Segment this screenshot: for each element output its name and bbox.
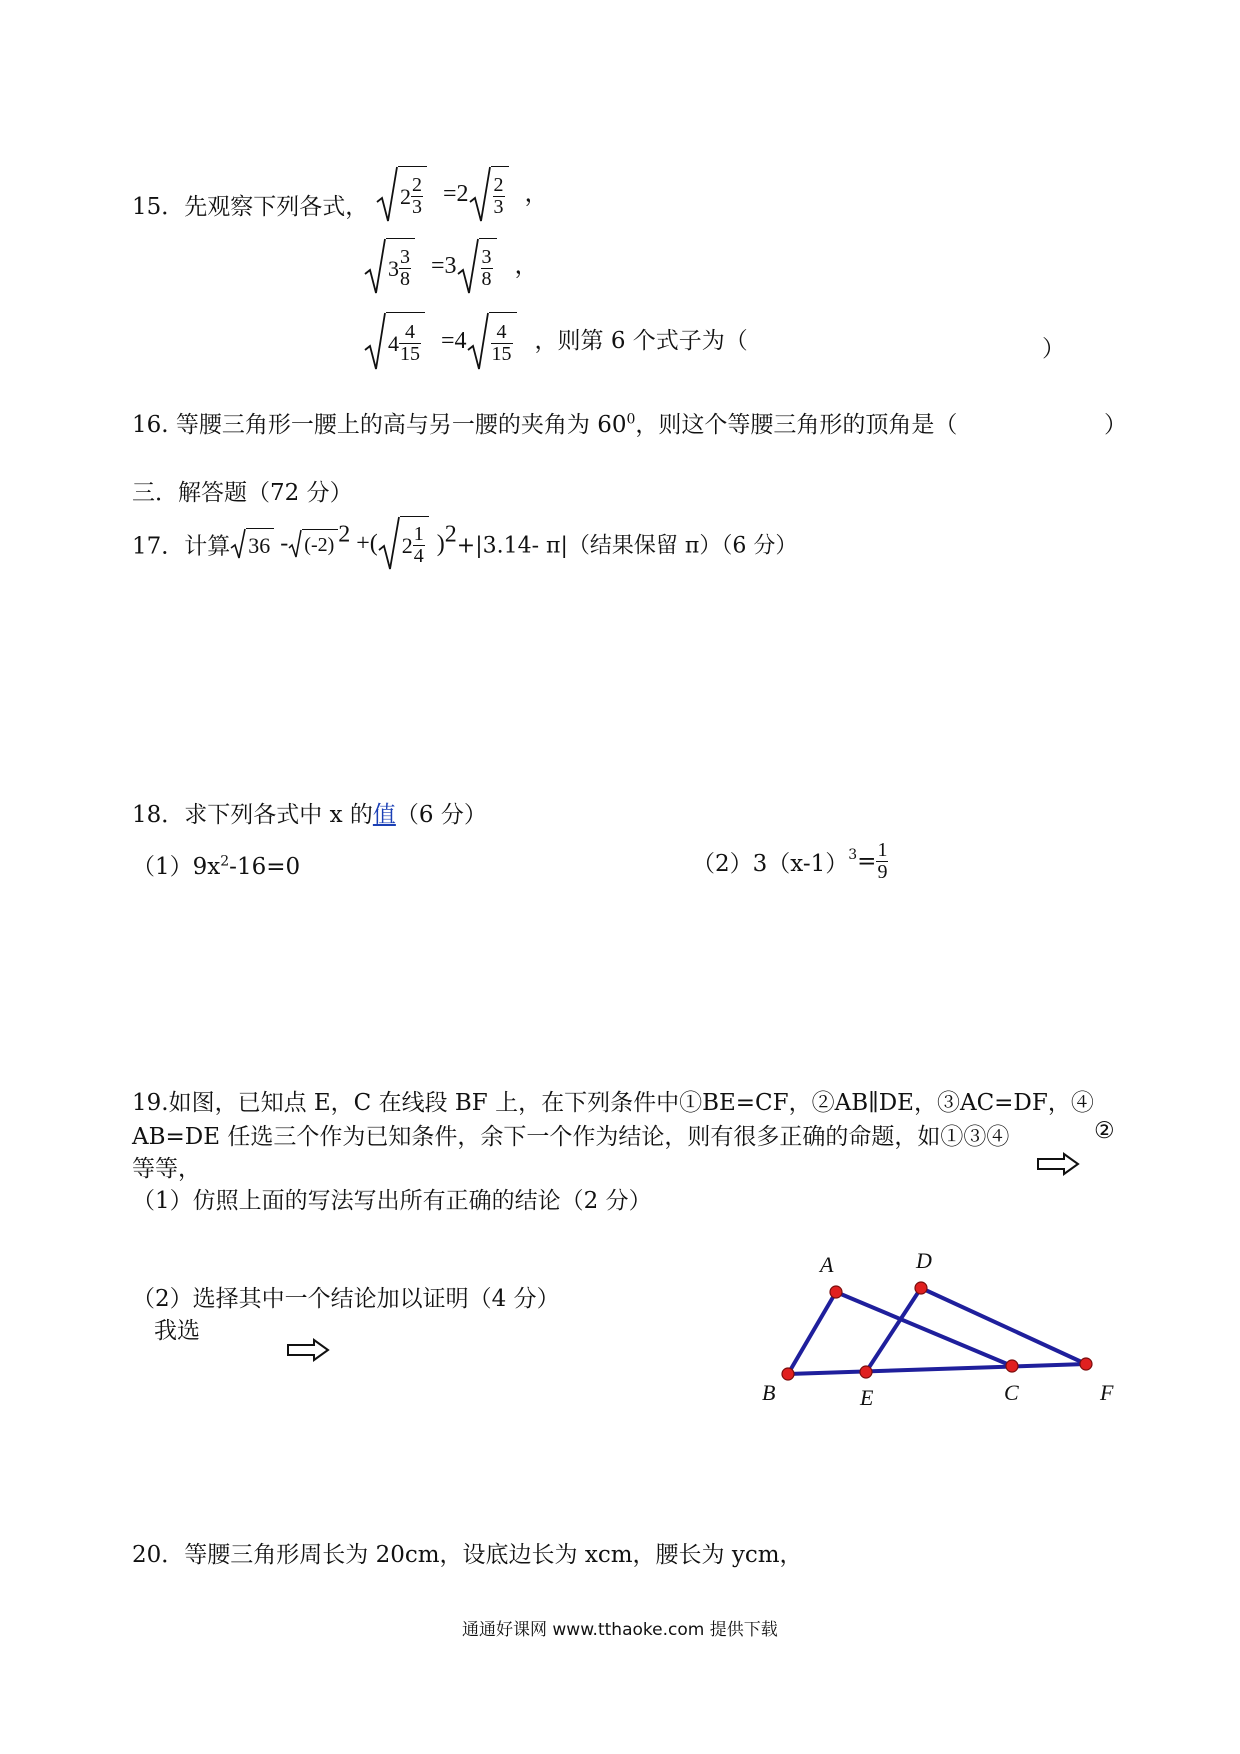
q19-choose: 我选 [154, 1318, 200, 1344]
point-c [1006, 1360, 1018, 1372]
q18-part1: $(1)9x^2-16=0$ [132, 853, 301, 880]
q15-row1: 2 $\frac{2}{3}$ =2 $\frac{2}{3}$ ， [376, 166, 549, 224]
q18-part2: $(2)3(x-1)^3=$ $\frac{1}{9}$ [692, 839, 888, 883]
q16-text: 16. 等腰三角形一腰上的高与另一腰的夹角为 $60^0$，则这个等腰三角形的顶角是（ [132, 411, 958, 438]
label-f: F [1100, 1380, 1114, 1405]
segment-ed [866, 1288, 921, 1372]
q15-intro: 15．先观察下列各式， [132, 194, 369, 220]
value-link[interactable]: 值 [372, 802, 396, 828]
radical: $\frac{2}{3}$ [469, 166, 509, 224]
point-b [782, 1368, 794, 1380]
q15-row3: 4 $\frac{4}{15}$ =4 $\frac{4}{15}$ ，则第 6 个式子为（ [364, 312, 748, 372]
radical: 36 [230, 528, 274, 560]
point-a [830, 1286, 842, 1298]
q15-answer-close: ） [1042, 336, 1065, 362]
implies-arrow-icon [286, 1338, 330, 1362]
label-d: D [916, 1248, 932, 1273]
label-c: C [1004, 1380, 1019, 1405]
implies-arrow-icon [1036, 1152, 1080, 1176]
section-heading: 三．解答题（72 分） [132, 480, 353, 506]
q19-line2-end: ② [1094, 1118, 1115, 1144]
q17-expression: 17．计算 36 - (-2) $^2$ +( 2 $\frac{1}{4}$ )$^2$+|3.14- π|（结果保留 π）（6 分） [132, 516, 797, 572]
point-d [915, 1282, 927, 1294]
radical: (-2) [288, 529, 338, 559]
point-f [1080, 1358, 1092, 1370]
segment-ab [788, 1292, 836, 1374]
label-b: B [762, 1380, 776, 1405]
q19-part1: （1）仿照上面的写法写出所有正确的结论（2 分） [132, 1188, 652, 1214]
segment-bf [788, 1364, 1086, 1374]
page-footer: 通通好课网 www.tthaoke.com 提供下载 [462, 1620, 778, 1640]
radical: 4 $\frac{4}{15}$ [364, 312, 425, 372]
figure-segments [788, 1288, 1086, 1374]
radical: 2 $\frac{1}{4}$ [378, 516, 429, 572]
q20-text: 20．等腰三角形周长为 20cm，设底边长为 xcm，腰长为 ycm， [132, 1542, 803, 1568]
q19-part2: （2）选择其中一个结论加以证明（4 分） [132, 1286, 560, 1312]
q18-heading: 18．求下列各式中 x 的值（6 分） [132, 802, 487, 828]
radical: 2 $\frac{2}{3}$ [376, 166, 427, 224]
point-e [860, 1366, 872, 1378]
triangle-figure [740, 1240, 1140, 1420]
label-e: E [860, 1385, 874, 1410]
q19-line1: 19.如图，已知点 E，C 在线段 BF 上，在下列条件中①BE=CF，②AB∥DE，③AC=DF，④ [132, 1090, 1094, 1116]
q19-line2: AB=DE 任选三个作为已知条件，余下一个作为结论，则有很多正确的命题，如①③④ [132, 1124, 1010, 1150]
label-a: A [820, 1252, 834, 1277]
q16-answer-close: ） [1104, 412, 1127, 438]
radical: $\frac{4}{15}$ [467, 312, 517, 372]
radical: $\frac{3}{8}$ [457, 238, 497, 296]
segment-ac [836, 1292, 1012, 1366]
q19-line3: 等等， [132, 1156, 201, 1182]
q15-row2: 3 $\frac{3}{8}$ =3 $\frac{3}{8}$ ， [364, 238, 539, 296]
segment-df [921, 1288, 1086, 1364]
radical: 3 $\frac{3}{8}$ [364, 238, 415, 296]
